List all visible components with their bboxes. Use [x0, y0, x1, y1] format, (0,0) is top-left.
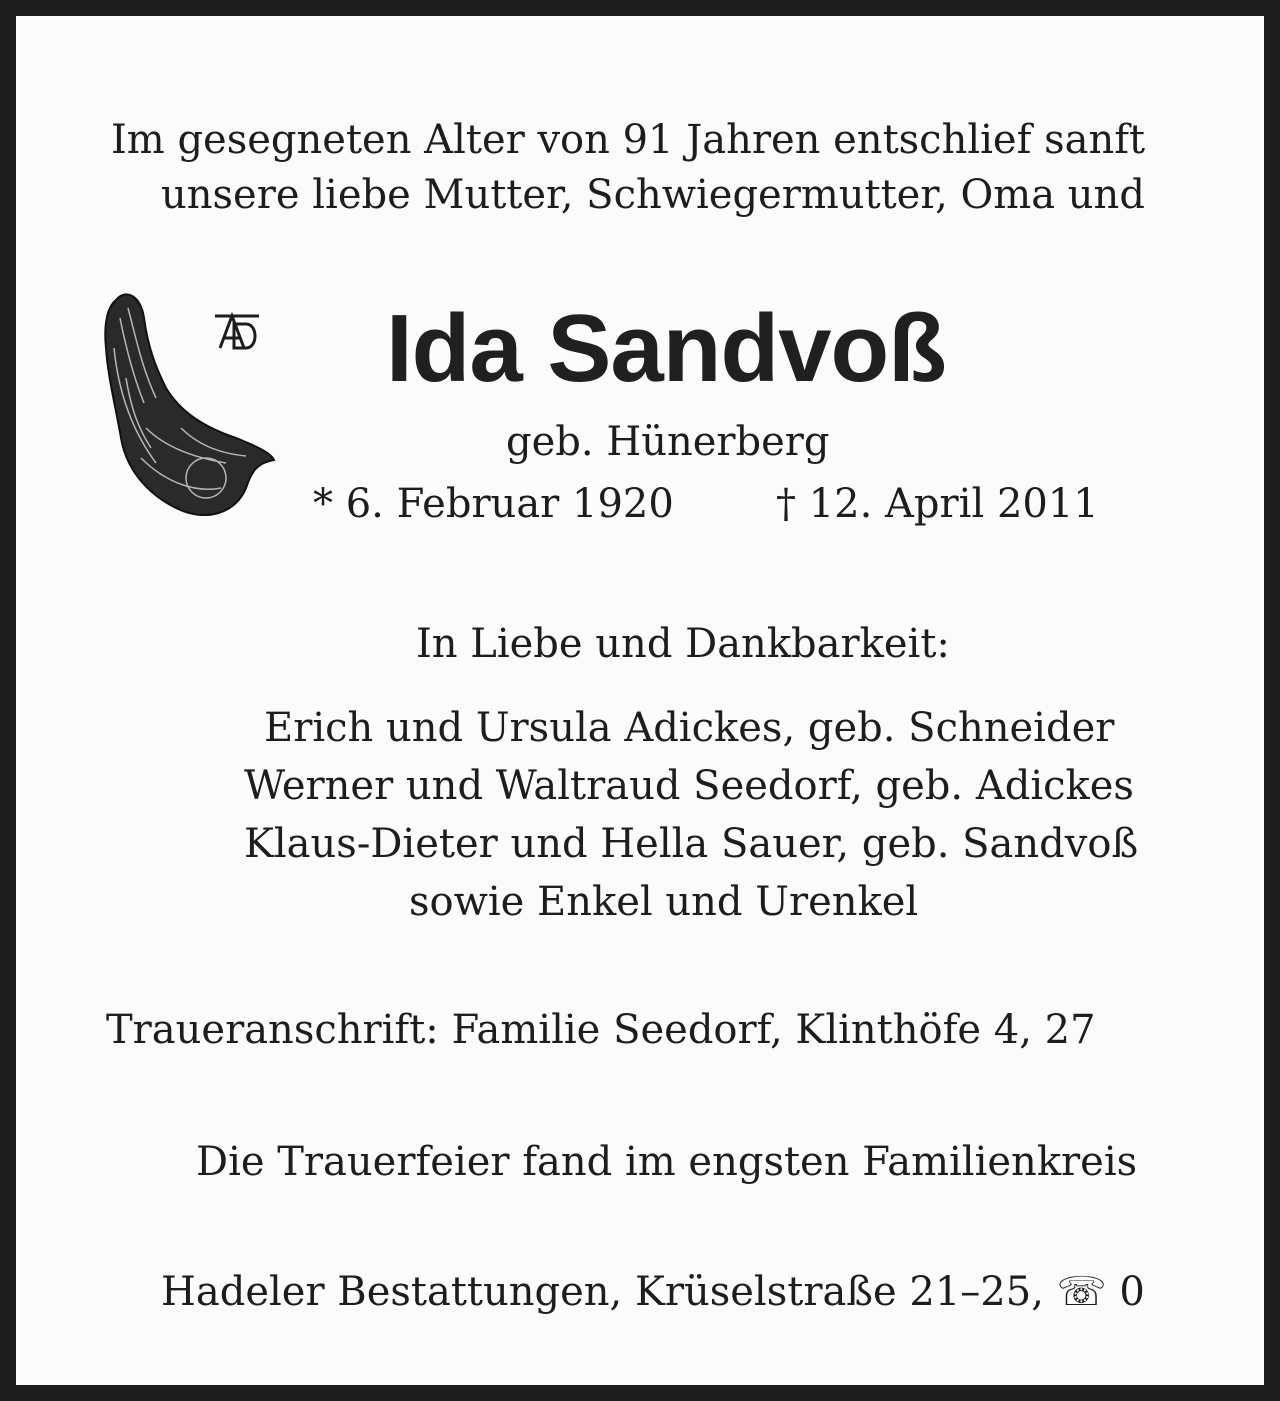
birth-date: * 6. Februar 1920 [313, 481, 674, 527]
intro-line-2: unsere liebe Mutter, Schwiegermutter, Oma und [161, 172, 1145, 218]
closing-line: In Liebe und Dankbarkeit: [416, 621, 950, 667]
family-line-2: Werner und Waltraud Seedorf, geb. Adickes [244, 763, 1134, 809]
maiden-name: geb. Hünerberg [506, 419, 830, 465]
deceased-name: Ida Sandvoß [386, 295, 946, 402]
intro-line-1: Im gesegneten Alter von 91 Jahren entschlief sanft [111, 117, 1146, 163]
undertaker-line: Hadeler Bestattungen, Krüselstraße 21–25, ☏ 0 [161, 1269, 1145, 1315]
address-line: Traueranschrift: Familie Seedorf, Klinthöfe 4, 27 [106, 1007, 1096, 1053]
family-line-4: sowie Enkel und Urenkel [409, 879, 919, 925]
family-line-1: Erich und Ursula Adickes, geb. Schneider [264, 705, 1115, 751]
ceremony-line: Die Trauerfeier fand im engsten Familienkreis [196, 1139, 1138, 1185]
death-date: † 12. April 2011 [776, 481, 1099, 527]
family-line-3: Klaus-Dieter und Hella Sauer, geb. Sandvoß [244, 821, 1139, 867]
ad-monogram-icon [212, 312, 262, 352]
